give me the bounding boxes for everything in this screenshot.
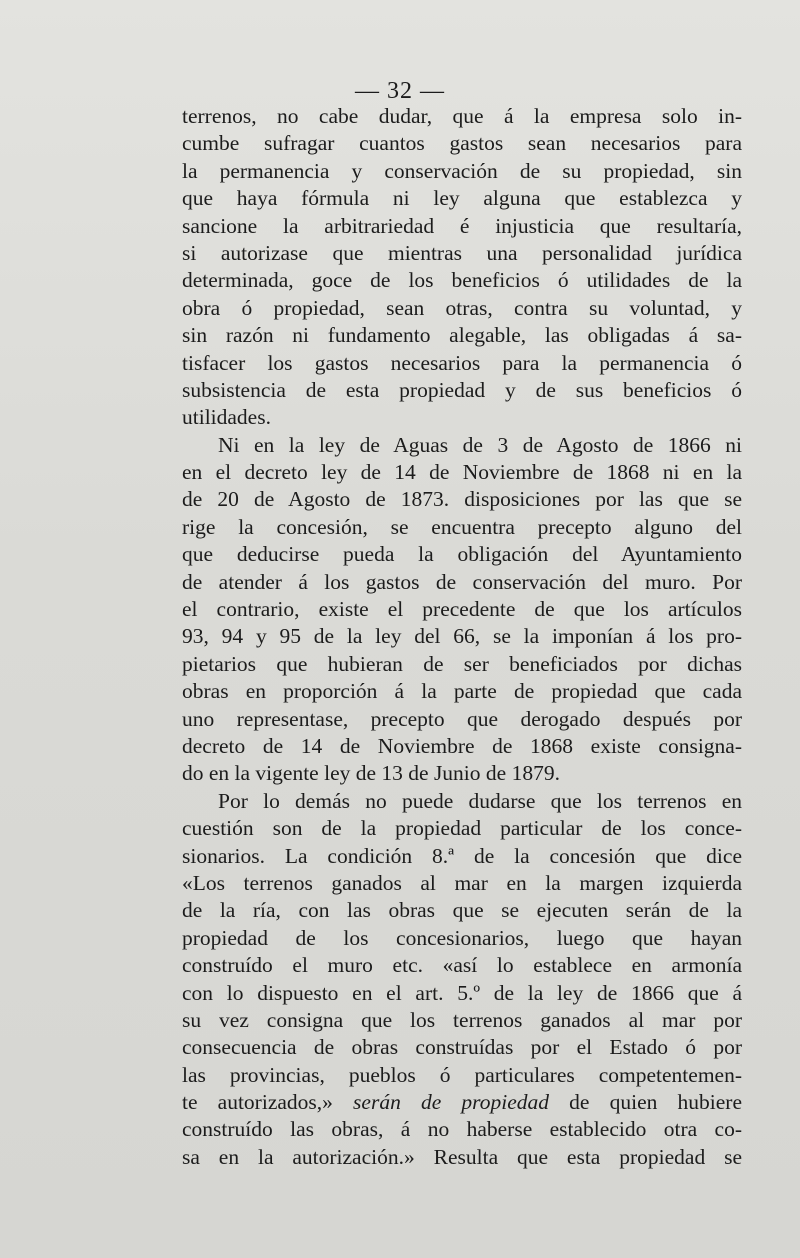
text-line: rige la concesión, se encuentra precepto alguno del [182, 514, 742, 539]
text-line: de 20 de Agosto de 1873. disposiciones por las que se [182, 487, 742, 512]
text-line: en el decreto ley de 14 de Noviembre de 1868 ni en la [182, 460, 742, 485]
text-line: tisfacer los gastos necesarios para la permanencia ó [182, 350, 742, 375]
text-line: sin razón ni fundamento alegable, las obligadas á sa- [182, 323, 742, 348]
text-line: cuestión son de la propiedad particular de los conce- [182, 816, 742, 841]
text-line: te autorizados,» serán de propiedad de quien hubiere [182, 1090, 742, 1115]
text-line: su vez consigna que los terrenos ganados al mar por [182, 1007, 742, 1032]
text-line: si autorizase que mientras una personalidad jurídica [182, 240, 742, 265]
text-line: sionarios. La condición 8.ª de la concesión que dice [182, 843, 742, 868]
page-number: — 32 — [355, 78, 445, 104]
text-line: uno representase, precepto que derogado después por [182, 706, 742, 731]
text-line: obras en proporción á la parte de propiedad que cada [182, 679, 742, 704]
text-line: obra ó propiedad, sean otras, contra su voluntad, y [182, 295, 742, 320]
text-line: de atender á los gastos de conservación del muro. Por [182, 569, 742, 594]
text-line: terrenos, no cabe dudar, que á la empresa solo in- [182, 104, 742, 128]
text-line: consecuencia de obras construídas por el Estado ó por [182, 1035, 742, 1060]
text-line: construído las obras, á no haberse establecido otra co- [182, 1117, 742, 1142]
text-line: construído el muro etc. «así lo establece en armonía [182, 953, 742, 978]
text-line: las provincias, pueblos ó particulares competentemen- [182, 1062, 742, 1087]
emphasis-text: serán de propiedad [353, 1090, 550, 1115]
text-line: 93, 94 y 95 de la ley del 66, se la imponían á los pro- [182, 624, 742, 649]
text-line: Por lo demás no puede dudarse que los terrenos en [218, 788, 742, 813]
text-line: subsistencia de esta propiedad y de sus beneficios ó [182, 377, 742, 402]
text-line: determinada, goce de los beneficios ó utilidades de la [182, 268, 742, 293]
body-text [182, 103, 742, 1171]
text-line: con lo dispuesto en el art. 5.º de la ley de 1866 que á [182, 980, 742, 1005]
text-line: do en la vigente ley de 13 de Junio de 1879. [182, 761, 560, 786]
text-line: «Los terrenos ganados al mar en la margen izquierda [182, 870, 742, 895]
text-line: la permanencia y conservación de su propiedad, sin [182, 158, 742, 183]
text-line: sa en la autorización.» Resulta que esta propiedad se [182, 1144, 742, 1169]
text-line: pietarios que hubieran de ser beneficiados por dichas [182, 651, 742, 676]
text-line: utilidades. [182, 405, 271, 430]
text-line: que haya fórmula ni ley alguna que establezca y [182, 186, 742, 211]
text-line: cumbe sufragar cuantos gastos sean necesarios para [182, 131, 742, 156]
text-line: de la ría, con las obras que se ejecuten serán de la [182, 898, 742, 923]
text-line: propiedad de los concesionarios, luego que hayan [182, 925, 742, 950]
text-line: decreto de 14 de Noviembre de 1868 existe consigna- [182, 733, 742, 758]
text-line: sancione la arbitrariedad é injusticia que resultaría, [182, 213, 742, 238]
text-line: el contrario, existe el precedente de que los artículos [182, 597, 742, 622]
text-line: que deducirse pueda la obligación del Ayuntamiento [182, 542, 742, 567]
text-line: Ni en la ley de Aguas de 3 de Agosto de 1866 ni [218, 432, 742, 457]
